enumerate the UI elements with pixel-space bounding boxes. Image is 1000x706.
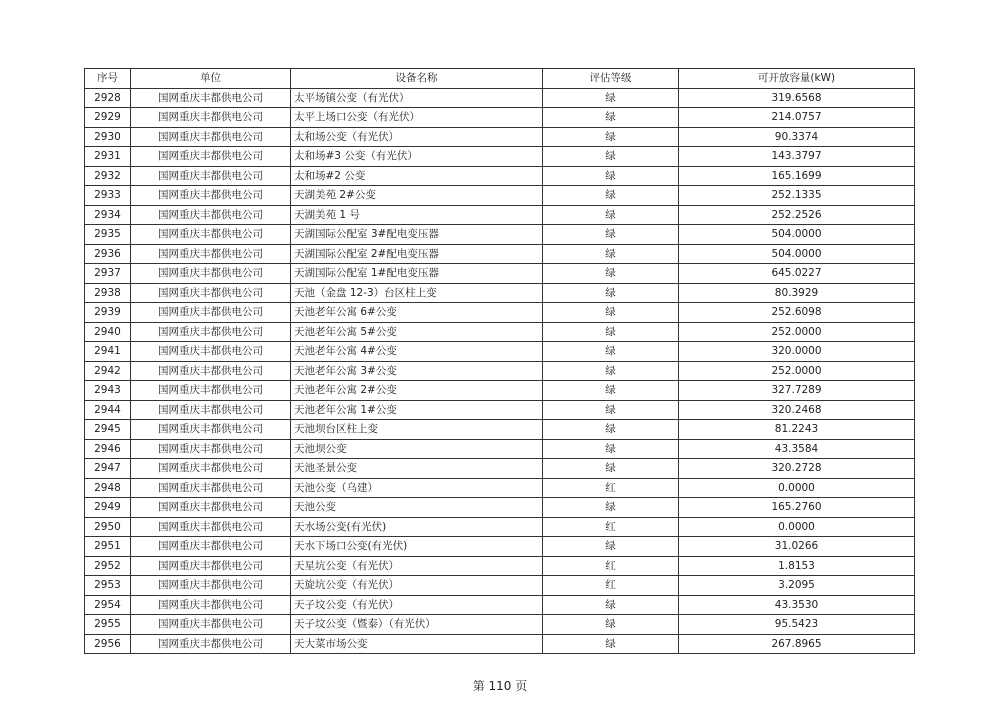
cell-rating: 红 [543,478,679,498]
table-row [85,634,915,654]
cell-device-name: 天池老年公寓 3#公变 [291,361,543,381]
cell-seq: 2939 [85,303,131,323]
cell-device-name: 天池老年公寓 1#公变 [291,400,543,420]
cell-rating: 绿 [543,634,679,654]
cell-unit: 国网重庆丰都供电公司 [131,283,291,303]
cell-capacity: 81.2243 [679,420,915,440]
cell-seq: 2947 [85,459,131,479]
cell-device-name: 天湖国际公配室 2#配电变压器 [291,244,543,264]
table-row [85,595,915,615]
cell-rating: 绿 [543,342,679,362]
cell-capacity: 0.0000 [679,517,915,537]
cell-seq: 2943 [85,381,131,401]
cell-unit: 国网重庆丰都供电公司 [131,634,291,654]
header-rating: 评估等级 [543,69,679,89]
cell-device-name: 天池圣景公变 [291,459,543,479]
table-row [85,225,915,245]
cell-device-name: 天池公变（乌建） [291,478,543,498]
cell-rating: 绿 [543,283,679,303]
header-seq: 序号 [85,69,131,89]
table-row [85,361,915,381]
cell-seq: 2937 [85,264,131,284]
cell-capacity: 252.0000 [679,322,915,342]
table-header-row [85,69,915,89]
capacity-table [84,68,915,654]
cell-device-name: 天池老年公寓 6#公变 [291,303,543,323]
table-row [85,322,915,342]
cell-seq: 2929 [85,108,131,128]
header-unit: 单位 [131,69,291,89]
cell-seq: 2940 [85,322,131,342]
table-row [85,400,915,420]
cell-unit: 国网重庆丰都供电公司 [131,127,291,147]
cell-capacity: 319.6568 [679,88,915,108]
table-row [85,459,915,479]
cell-unit: 国网重庆丰都供电公司 [131,517,291,537]
cell-capacity: 504.0000 [679,244,915,264]
table-row [85,517,915,537]
cell-rating: 绿 [543,537,679,557]
document-table-container [84,68,914,654]
cell-rating: 绿 [543,615,679,635]
cell-rating: 绿 [543,400,679,420]
table-row [85,342,915,362]
cell-device-name: 天池老年公寓 5#公变 [291,322,543,342]
cell-seq: 2951 [85,537,131,557]
cell-seq: 2956 [85,634,131,654]
cell-device-name: 天湖国际公配室 1#配电变压器 [291,264,543,284]
cell-seq: 2941 [85,342,131,362]
cell-rating: 绿 [543,88,679,108]
cell-capacity: 320.0000 [679,342,915,362]
cell-seq: 2931 [85,147,131,167]
cell-seq: 2933 [85,186,131,206]
cell-capacity: 43.3530 [679,595,915,615]
cell-capacity: 214.0757 [679,108,915,128]
cell-capacity: 95.5423 [679,615,915,635]
cell-rating: 绿 [543,225,679,245]
page-number: 第 110 页 [472,679,528,693]
cell-capacity: 143.3797 [679,147,915,167]
cell-rating: 绿 [543,322,679,342]
cell-unit: 国网重庆丰都供电公司 [131,108,291,128]
cell-unit: 国网重庆丰都供电公司 [131,166,291,186]
cell-rating: 红 [543,517,679,537]
cell-rating: 绿 [543,264,679,284]
cell-unit: 国网重庆丰都供电公司 [131,400,291,420]
cell-rating: 绿 [543,186,679,206]
cell-seq: 2950 [85,517,131,537]
cell-capacity: 80.3929 [679,283,915,303]
cell-capacity: 252.1335 [679,186,915,206]
cell-device-name: 天湖国际公配室 3#配电变压器 [291,225,543,245]
cell-seq: 2952 [85,556,131,576]
table-row [85,556,915,576]
cell-rating: 绿 [543,147,679,167]
cell-unit: 国网重庆丰都供电公司 [131,322,291,342]
header-capacity: 可开放容量(kW) [679,69,915,89]
cell-seq: 2944 [85,400,131,420]
table-row [85,244,915,264]
cell-rating: 绿 [543,595,679,615]
cell-device-name: 天池老年公寓 4#公变 [291,342,543,362]
cell-unit: 国网重庆丰都供电公司 [131,264,291,284]
table-row [85,264,915,284]
cell-rating: 红 [543,576,679,596]
cell-unit: 国网重庆丰都供电公司 [131,478,291,498]
cell-seq: 2935 [85,225,131,245]
cell-unit: 国网重庆丰都供电公司 [131,556,291,576]
table-row [85,381,915,401]
table-row [85,127,915,147]
table-row [85,303,915,323]
cell-seq: 2930 [85,127,131,147]
cell-unit: 国网重庆丰都供电公司 [131,205,291,225]
cell-capacity: 31.0266 [679,537,915,557]
cell-device-name: 天星坑公变（有光伏） [291,556,543,576]
cell-unit: 国网重庆丰都供电公司 [131,244,291,264]
cell-rating: 绿 [543,459,679,479]
cell-seq: 2955 [85,615,131,635]
cell-unit: 国网重庆丰都供电公司 [131,342,291,362]
cell-seq: 2934 [85,205,131,225]
cell-capacity: 43.3584 [679,439,915,459]
cell-device-name: 天池公变 [291,498,543,518]
cell-seq: 2936 [85,244,131,264]
cell-capacity: 252.0000 [679,361,915,381]
table-row [85,186,915,206]
cell-capacity: 504.0000 [679,225,915,245]
cell-unit: 国网重庆丰都供电公司 [131,439,291,459]
cell-capacity: 165.2760 [679,498,915,518]
table-row [85,498,915,518]
cell-device-name: 太平上场口公变（有光伏） [291,108,543,128]
cell-rating: 绿 [543,420,679,440]
cell-rating: 红 [543,556,679,576]
cell-device-name: 天子坟公变（有光伏） [291,595,543,615]
cell-rating: 绿 [543,205,679,225]
cell-rating: 绿 [543,244,679,264]
cell-unit: 国网重庆丰都供电公司 [131,498,291,518]
cell-capacity: 90.3374 [679,127,915,147]
cell-capacity: 320.2728 [679,459,915,479]
cell-device-name: 天池坝公变 [291,439,543,459]
table-row [85,108,915,128]
cell-device-name: 太平场镇公变（有光伏） [291,88,543,108]
cell-rating: 绿 [543,108,679,128]
cell-seq: 2953 [85,576,131,596]
cell-device-name: 天池（金盘 12-3）台区柱上变 [291,283,543,303]
cell-capacity: 267.8965 [679,634,915,654]
table-row [85,537,915,557]
cell-rating: 绿 [543,381,679,401]
table-body [85,88,915,654]
table-row [85,88,915,108]
cell-device-name: 天子坟公变（暨泰）（有光伏） [291,615,543,635]
cell-device-name: 天水下场口公变(有光伏) [291,537,543,557]
header-device-name: 设备名称 [291,69,543,89]
cell-device-name: 太和场#3 公变（有光伏） [291,147,543,167]
cell-unit: 国网重庆丰都供电公司 [131,595,291,615]
cell-capacity: 1.8153 [679,556,915,576]
cell-device-name: 天湖美苑 1 号 [291,205,543,225]
table-row [85,576,915,596]
cell-device-name: 天水场公变(有光伏) [291,517,543,537]
cell-device-name: 天旋坑公变（有光伏） [291,576,543,596]
cell-capacity: 252.2526 [679,205,915,225]
cell-device-name: 太和场公变（有光伏） [291,127,543,147]
cell-rating: 绿 [543,439,679,459]
cell-unit: 国网重庆丰都供电公司 [131,225,291,245]
cell-capacity: 252.6098 [679,303,915,323]
cell-unit: 国网重庆丰都供电公司 [131,420,291,440]
cell-device-name: 天大菜市场公变 [291,634,543,654]
cell-unit: 国网重庆丰都供电公司 [131,576,291,596]
cell-rating: 绿 [543,303,679,323]
cell-capacity: 320.2468 [679,400,915,420]
table-row [85,166,915,186]
cell-unit: 国网重庆丰都供电公司 [131,537,291,557]
table-row [85,420,915,440]
cell-unit: 国网重庆丰都供电公司 [131,459,291,479]
cell-seq: 2942 [85,361,131,381]
table-row [85,147,915,167]
cell-seq: 2948 [85,478,131,498]
cell-unit: 国网重庆丰都供电公司 [131,303,291,323]
cell-seq: 2946 [85,439,131,459]
cell-device-name: 天湖美苑 2#公变 [291,186,543,206]
cell-capacity: 3.2095 [679,576,915,596]
cell-device-name: 太和场#2 公变 [291,166,543,186]
cell-seq: 2954 [85,595,131,615]
cell-unit: 国网重庆丰都供电公司 [131,88,291,108]
cell-seq: 2932 [85,166,131,186]
table-row [85,615,915,635]
cell-capacity: 327.7289 [679,381,915,401]
table-row [85,478,915,498]
cell-rating: 绿 [543,361,679,381]
cell-capacity: 165.1699 [679,166,915,186]
cell-unit: 国网重庆丰都供电公司 [131,361,291,381]
table-row [85,205,915,225]
cell-unit: 国网重庆丰都供电公司 [131,381,291,401]
cell-device-name: 天池坝台区柱上变 [291,420,543,440]
cell-seq: 2949 [85,498,131,518]
cell-capacity: 645.0227 [679,264,915,284]
cell-device-name: 天池老年公寓 2#公变 [291,381,543,401]
cell-seq: 2928 [85,88,131,108]
table-row [85,439,915,459]
cell-unit: 国网重庆丰都供电公司 [131,615,291,635]
cell-unit: 国网重庆丰都供电公司 [131,147,291,167]
cell-rating: 绿 [543,127,679,147]
cell-rating: 绿 [543,166,679,186]
cell-rating: 绿 [543,498,679,518]
cell-unit: 国网重庆丰都供电公司 [131,186,291,206]
cell-capacity: 0.0000 [679,478,915,498]
cell-seq: 2938 [85,283,131,303]
table-row [85,283,915,303]
cell-seq: 2945 [85,420,131,440]
